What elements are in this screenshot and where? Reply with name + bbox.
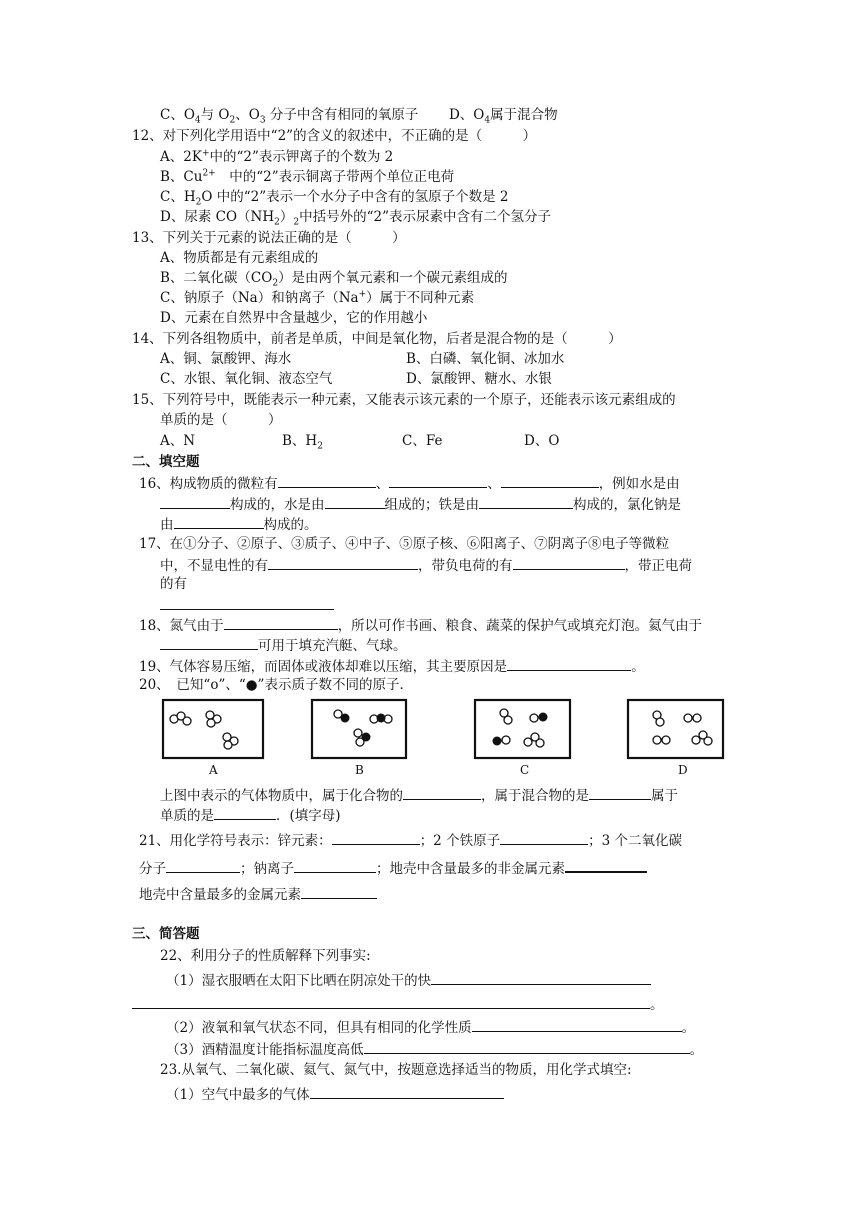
q20-line-1: 上图中表示的气体物质中，属于化合物的 ，属于混合物的是 属于 bbox=[160, 785, 678, 805]
q20-line-2: 单质的是 ．(填字母) bbox=[160, 805, 341, 825]
answer-blank[interactable] bbox=[403, 785, 481, 800]
q15-option-c: C、Fe bbox=[402, 433, 443, 449]
figure-label-d: D bbox=[678, 763, 688, 777]
q22-item-1: （1）湿衣服晒在太阳下比晒在阴凉处干的快 bbox=[166, 970, 651, 990]
q23-item-1: （1）空气中最多的气体 bbox=[166, 1084, 504, 1104]
q14-option-c: C、水银、氧化铜、液态空气 bbox=[160, 371, 333, 387]
section-short-answer-title: 三、简答题 bbox=[132, 926, 200, 942]
q15-option-b: B、$H_2$ bbox=[282, 433, 323, 452]
q13-option-d: D、元素在自然界中含量越少，它的作用越小 bbox=[160, 310, 428, 326]
q23-stem: 23.从氧气、二氧化碳、氦气、氮气中，按题意选择适当的物质，用化学式填空: bbox=[160, 1062, 632, 1078]
q12-option-d: D、尿素 $CO(NH_2)_2$中括号外的“2”表示尿素中含有二个氢分子 bbox=[160, 209, 551, 228]
box-a bbox=[163, 700, 263, 758]
q18-line-1: 18、氮气由于 ，所以可作书画、粮食、蔬菜的保护气或填充灯泡。氦气由于 bbox=[139, 615, 702, 635]
q12-option-c: C、$H_2O$ 中的“2”表示一个水分子中含有的氢原子个数是 2 bbox=[160, 189, 509, 208]
q13-option-a: A、物质都是有元素组成的 bbox=[160, 250, 319, 266]
q14-option-b: B、白磷、氧化铜、冰加水 bbox=[406, 351, 565, 367]
figure-label-c: C bbox=[520, 763, 530, 777]
answer-blank[interactable] bbox=[565, 857, 647, 873]
q21-line-1: 21、用化学符号表示：锌元素： ；2 个铁原子 ；3 个二氧化碳 bbox=[139, 830, 682, 850]
q14-stem: 14、下列各组物质中，前者是单质，中间是氧化物，后者是混合物的是（ ） bbox=[132, 331, 622, 347]
q17-line-1: 17、在①分子、②原子、③质子、④中子、⑤原子核、⑥阳离子、⑦阴离子⑧电子等微粒 bbox=[139, 536, 670, 552]
q16-line-1: 16、构成物质的微粒有 、 、 ，例如水是由 bbox=[139, 473, 680, 493]
answer-blank[interactable] bbox=[214, 805, 276, 820]
q22-item-1-cont: 。 bbox=[132, 994, 664, 1014]
q22-item-2: （2）液氧和氧气状态不同，但具有相同的化学性质 。 bbox=[166, 1017, 695, 1037]
answer-blank[interactable] bbox=[500, 830, 588, 845]
q22-stem: 22、利用分子的性质解释下列事实: bbox=[160, 948, 371, 964]
q12-stem: 12、对下列化学用语中“2”的含义的叙述中，不正确的是（ ） bbox=[132, 128, 537, 144]
q12-option-a: A、2K+中的“2”表示钾离子的个数为 2 bbox=[160, 148, 394, 165]
q22-item-3: （3）酒精温度计能指标温度高低 。 bbox=[166, 1039, 703, 1059]
q15-option-a: A、N bbox=[160, 433, 196, 449]
answer-blank[interactable] bbox=[166, 858, 240, 873]
q21-line-3: 地壳中含量最多的金属元素 bbox=[139, 884, 377, 904]
answer-blank[interactable] bbox=[589, 785, 651, 800]
q12-option-b: B、$Cu^{2+}$ 中的“2”表示铜离子带两个单位正电荷 bbox=[160, 168, 455, 185]
q15-option-d: D、O bbox=[524, 433, 560, 449]
q14-option-a: A、铜、氯酸钾、海水 bbox=[160, 351, 292, 367]
q13-option-c: C、钠原子（Na）和钠离子（Na+）属于不同种元素 bbox=[160, 289, 475, 306]
q14-option-d: D、氯酸钾、糖水、水银 bbox=[406, 371, 552, 387]
answer-blank[interactable] bbox=[301, 884, 377, 899]
answer-blank[interactable] bbox=[132, 994, 650, 1009]
box-d bbox=[628, 700, 723, 758]
box-c bbox=[475, 700, 570, 758]
q20-stem: 20、 已知“o”、“●”表示质子数不同的原子． bbox=[139, 677, 413, 693]
q13-stem: 13、下列关于元素的说法正确的是（ ） bbox=[132, 230, 406, 246]
answer-blank[interactable] bbox=[431, 970, 651, 985]
answer-blank[interactable] bbox=[472, 1017, 682, 1032]
q21-line-2: 分子 ；钠离子 ；地壳中含量最多的非金属元素 bbox=[139, 857, 647, 878]
section-fill-in-title: 二、填空题 bbox=[132, 454, 200, 470]
answer-blank[interactable] bbox=[310, 1084, 504, 1099]
answer-blank[interactable] bbox=[294, 858, 376, 873]
q16-line-2: 构成的，水是由 组成的；铁是由 构成的，氯化钠是 bbox=[160, 494, 681, 514]
q19: 19、气体容易压缩，而固体或液体却难以压缩，其主要原因是 。 bbox=[139, 656, 645, 676]
q16-line-3: 由 构成的。 bbox=[160, 514, 318, 534]
q18-line-2: 可用于填充汽艇、气球。 bbox=[160, 635, 407, 655]
figure-label-a: A bbox=[209, 763, 218, 777]
figure-label-b: B bbox=[355, 763, 364, 777]
q17-line-2: 中，不显电性的有 ，带负电荷的有 ，带正电荷 bbox=[160, 555, 692, 575]
q13-option-b: B、二氧化碳$(CO_2)$是由两个氧元素和一个碳元素组成的 bbox=[160, 270, 508, 289]
q17-line-3: 的有 bbox=[160, 576, 187, 592]
answer-blank[interactable] bbox=[364, 1039, 690, 1054]
q15-stem: 15、下列符号中，既能表示一种元素，又能表示该元素的一个原子，还能表示该元素组成的 bbox=[132, 392, 676, 408]
q11-options: C、$O_4$与 $O_2$、$O_3$ 分子中含有相同的氧原子 D、$O_4$属于混合物 bbox=[160, 107, 558, 126]
q15-stem-2: 单质的是（ ） bbox=[160, 412, 282, 428]
answer-blank[interactable] bbox=[332, 830, 420, 845]
